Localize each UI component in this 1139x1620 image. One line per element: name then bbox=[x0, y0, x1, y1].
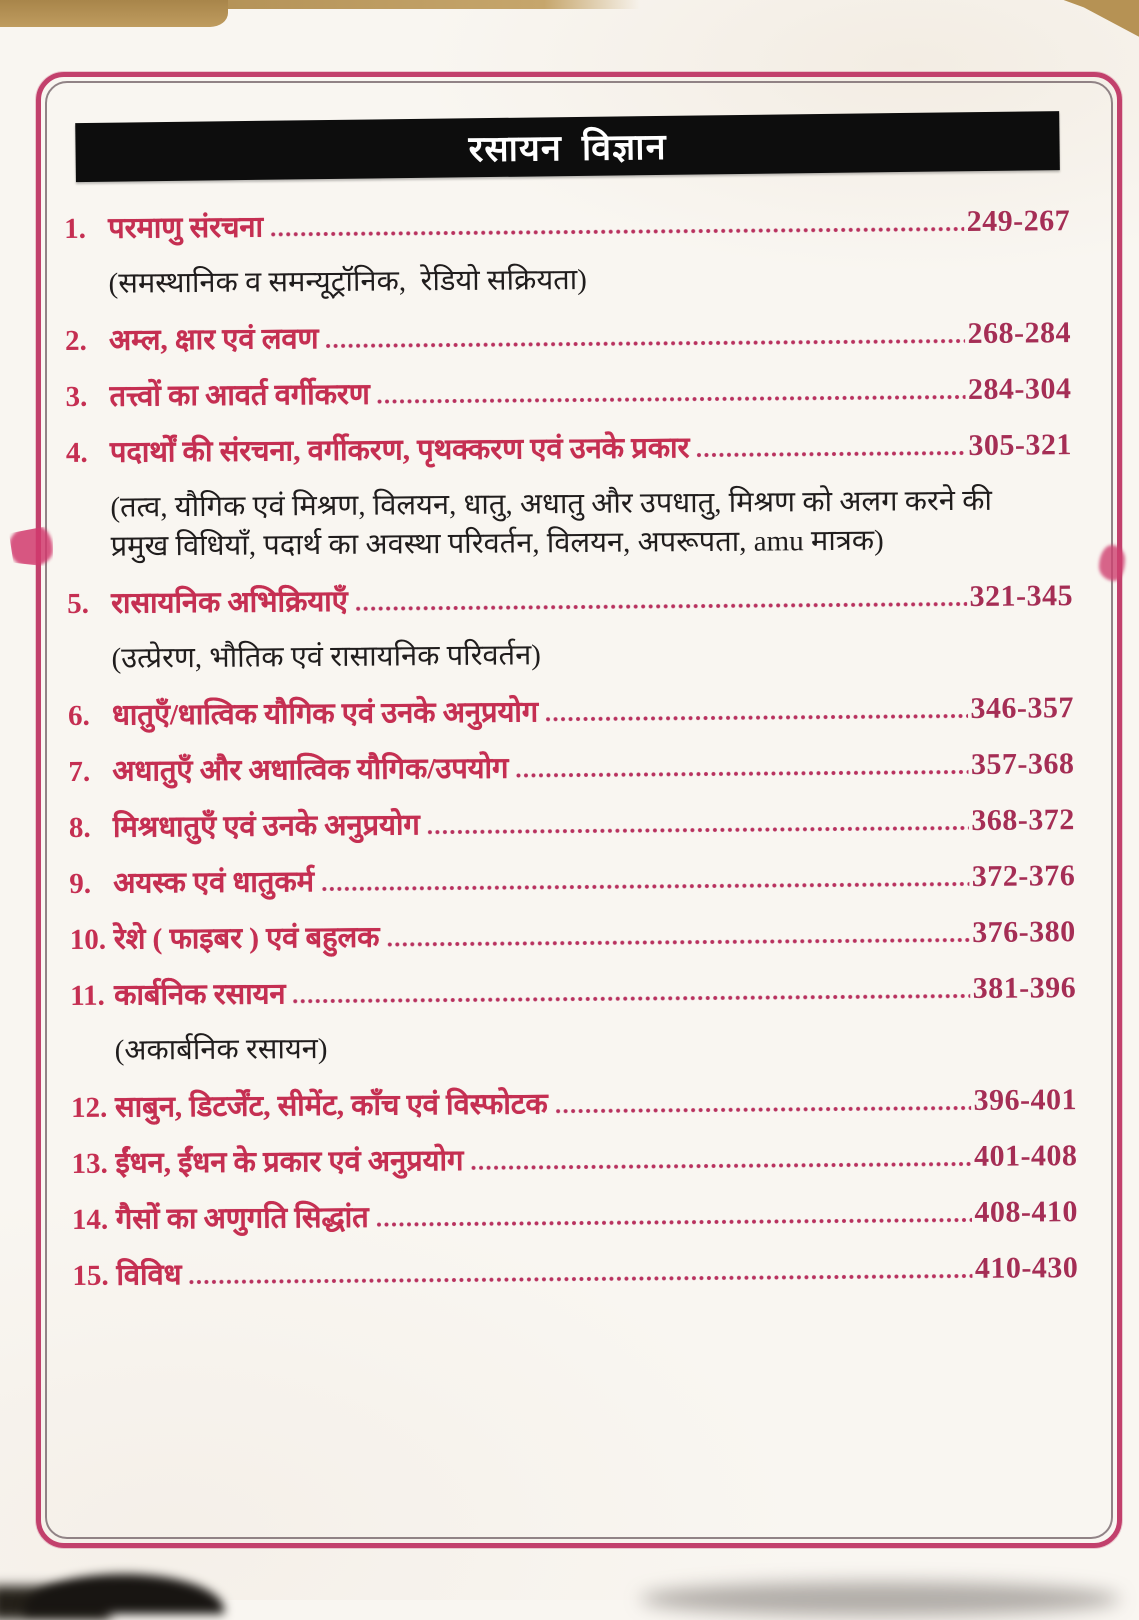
toc-item-title: पदार्थों की संरचना, वर्गीकरण, पृथक्करण एवं उनके प्रकार bbox=[109, 432, 690, 469]
toc-item-number: 13. bbox=[71, 1147, 108, 1181]
toc-item-note: (अकार्बनिक रसायन) bbox=[114, 1033, 328, 1067]
toc-item-pages: 249-267 bbox=[966, 204, 1071, 238]
book-edge-top-left bbox=[0, 0, 228, 27]
page-content bbox=[41, 73, 1128, 1547]
toc-list bbox=[64, 202, 1078, 1295]
dotted-leader bbox=[387, 935, 970, 950]
toc-item bbox=[67, 577, 1073, 623]
toc-item bbox=[65, 314, 1071, 360]
section-title: रसायन विज्ञान bbox=[468, 126, 667, 170]
section-header-bar bbox=[75, 111, 1060, 182]
toc-item-number: 9. bbox=[69, 867, 92, 901]
toc-item-number: 5. bbox=[66, 587, 89, 621]
toc-item-pages: 284-304 bbox=[967, 372, 1072, 406]
dotted-leader bbox=[326, 336, 965, 351]
toc-item-number: 10. bbox=[69, 923, 107, 957]
toc-item-title: ईंधन, ईंधन के प्रकार एवं अनुप्रयोग bbox=[115, 1144, 464, 1180]
toc-item-pages: 346-357 bbox=[970, 691, 1075, 725]
toc-item bbox=[69, 801, 1075, 847]
book-edge-top-right bbox=[1047, 0, 1139, 46]
toc-item-number: 8. bbox=[68, 811, 91, 845]
dotted-leader bbox=[545, 711, 967, 724]
dotted-leader bbox=[270, 224, 964, 239]
toc-item-pages: 381-396 bbox=[972, 971, 1077, 1005]
toc-item-number: 4. bbox=[65, 436, 88, 470]
toc-item-title: कार्बनिक रसायन bbox=[114, 978, 286, 1012]
dotted-leader bbox=[321, 879, 969, 894]
toc-item bbox=[68, 745, 1074, 791]
toc-item-title: साबुन, डिटर्जेंट, सीमेंट, काँच एवं विस्फोटक bbox=[114, 1088, 548, 1124]
toc-item-title: अधातुएँ और अधात्विक यौगिक/उपयोग bbox=[112, 752, 509, 788]
toc-item-pages: 268-284 bbox=[967, 316, 1072, 350]
toc-item-title: रासायनिक अभिक्रियाएँ bbox=[110, 585, 348, 620]
toc-item-title: अयस्क एवं धातुकर्म bbox=[113, 866, 315, 900]
toc-item bbox=[65, 370, 1071, 416]
shadow-smudge bbox=[24, 1574, 224, 1614]
toc-item-number: 7. bbox=[68, 755, 91, 789]
dotted-leader bbox=[377, 392, 965, 407]
toc-item-number: 1. bbox=[64, 212, 87, 246]
toc-item bbox=[71, 1137, 1077, 1183]
toc-item-pages: 321-345 bbox=[969, 579, 1074, 613]
toc-item-number: 3. bbox=[65, 380, 88, 414]
dotted-leader bbox=[555, 1103, 971, 1116]
toc-item-number: 2. bbox=[64, 324, 87, 358]
toc-item-number: 11. bbox=[70, 979, 105, 1013]
toc-item-title: मिश्रधातुएँ एवं उनके अनुप्रयोग bbox=[112, 809, 420, 844]
toc-item-number: 15. bbox=[72, 1259, 109, 1293]
toc-item-pages: 376-380 bbox=[972, 915, 1076, 949]
dotted-leader bbox=[189, 1271, 972, 1287]
dotted-leader bbox=[515, 767, 968, 781]
toc-item bbox=[72, 1249, 1078, 1295]
toc-item-title: परमाणु संरचना bbox=[108, 211, 264, 245]
toc-item-number: 12. bbox=[70, 1091, 108, 1125]
toc-item bbox=[69, 857, 1075, 903]
toc-item-title: गैसों का अणुगति सिद्धांत bbox=[115, 1201, 369, 1236]
toc-item-pages: 372-376 bbox=[971, 859, 1076, 893]
toc-item-pages: 396-401 bbox=[973, 1083, 1078, 1117]
toc-item bbox=[68, 689, 1074, 735]
toc-item bbox=[64, 202, 1070, 248]
toc-item-title: तत्त्वों का आवर्त वर्गीकरण bbox=[109, 378, 370, 413]
toc-item bbox=[70, 969, 1076, 1015]
page-border-frame bbox=[36, 72, 1122, 1548]
toc-item bbox=[71, 1081, 1077, 1127]
toc-item-pages: 305-321 bbox=[968, 428, 1073, 462]
dotted-leader bbox=[376, 1215, 972, 1230]
toc-item-title: रेशे ( फाइबर ) एवं बहुलक bbox=[113, 921, 380, 956]
shadow-bottom bbox=[640, 1582, 1120, 1616]
toc-item-pages: 368-372 bbox=[971, 803, 1075, 837]
dotted-leader bbox=[470, 1159, 971, 1173]
toc-item-note: (समस्थानिक व समन्यूट्रॉनिक, रेडियो सक्रियता) bbox=[108, 263, 588, 300]
toc-item-number: 6. bbox=[67, 699, 90, 733]
toc-item bbox=[66, 426, 1072, 472]
toc-item-title: अम्ल, क्षार एवं लवण bbox=[108, 323, 319, 357]
toc-item bbox=[70, 913, 1076, 959]
dotted-leader bbox=[355, 599, 967, 614]
toc-item-pages: 408-410 bbox=[974, 1195, 1079, 1229]
dotted-leader bbox=[293, 991, 970, 1006]
toc-item-note: (तत्व, यौगिक एवं मिश्रण, विलयन, धातु, अधातु और उपधातु, मिश्रण को अलग करने की प्रमुख विधियाँ, पदार्थ का अवस्था परिवर्तन, विलयन, अपरूपता, amu मात्रक) bbox=[110, 484, 1000, 563]
toc-item-title: विविध bbox=[116, 1259, 182, 1292]
dotted-leader bbox=[696, 448, 965, 460]
toc-item-note: (उत्प्रेरण, भौतिक एवं रासायनिक परिवर्तन) bbox=[111, 639, 542, 675]
toc-item-pages: 357-368 bbox=[970, 747, 1075, 781]
toc-item-title: धातुएँ/धात्विक यौगिक एवं उनके अनुप्रयोग bbox=[111, 696, 539, 732]
toc-item-number: 14. bbox=[71, 1203, 109, 1237]
toc-item-pages: 401-408 bbox=[973, 1139, 1078, 1173]
toc-item bbox=[72, 1193, 1078, 1239]
toc-item-pages: 410-430 bbox=[974, 1251, 1079, 1285]
dotted-leader bbox=[427, 823, 969, 837]
